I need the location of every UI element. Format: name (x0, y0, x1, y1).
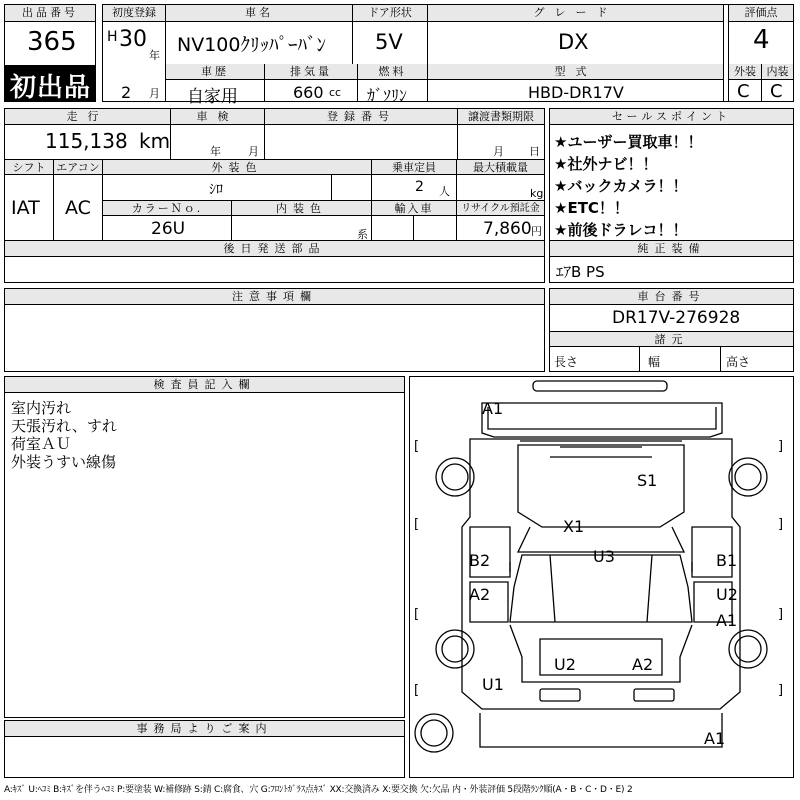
notes-box (4, 288, 545, 372)
damage-code: U2 (554, 655, 576, 674)
car-outline-svg (410, 377, 793, 777)
bracket-close: ] (778, 683, 784, 698)
door-label: ドア形状 (353, 5, 427, 22)
damage-code: U1 (482, 675, 504, 694)
damage-code: B1 (716, 551, 738, 570)
inspection-label: 車検 (171, 109, 264, 125)
sales-points-label: セールスポイント (550, 109, 793, 125)
later-parts-label: 後日発送部品 (5, 241, 544, 257)
grade-value: DX (558, 30, 589, 54)
chassis-box (549, 288, 794, 372)
damage-code: A1 (716, 611, 738, 630)
bracket-open: [ (414, 607, 420, 622)
score-label: 評価点 (729, 5, 793, 22)
lot-number-label: 出品番号 (5, 5, 95, 22)
ac-label: エアコン (54, 160, 102, 175)
mileage-value: 115,138 (45, 129, 128, 153)
sales-point-item: ★ユーザー買取車！！ (554, 133, 703, 151)
inspector-notes-box (4, 376, 405, 718)
sales-point-item: ★社外ナビ！！ (554, 155, 658, 173)
chassis-label: 車台番号 (550, 289, 793, 305)
damage-code: S1 (637, 471, 658, 490)
genuine-equipment-box (549, 241, 794, 283)
bracket-close: ] (778, 517, 784, 532)
damage-code: U3 (593, 547, 615, 566)
ext-grade-value: C (737, 81, 750, 102)
bracket-close: ] (778, 439, 784, 454)
year-unit: 年 (149, 49, 160, 62)
ac-value: AC (65, 197, 91, 219)
bracket-open: [ (414, 517, 420, 532)
shift-label: シフト (5, 160, 53, 175)
first-reg-label: 初度登録 (103, 5, 165, 22)
notes-label: 注意事項欄 (5, 289, 544, 305)
first-listing-text: 初出品 (10, 73, 92, 103)
bracket-open: [ (414, 683, 420, 698)
lot-number-value: 365 (27, 27, 77, 57)
header-table (102, 4, 794, 107)
width-label: 幅 (648, 355, 661, 369)
reg-month: 2 (121, 83, 132, 102)
transfer-day-unit: 日 (529, 145, 540, 158)
history-value: 自家用 (187, 87, 238, 107)
bracket-close: ] (778, 607, 784, 622)
transfer-month-unit: 月 (493, 145, 504, 158)
displacement-value: 660 (293, 83, 324, 102)
legend-text: A:ｷｽﾞ U:ﾍｺﾐ B:ｷｽﾞを伴うﾍｺﾐ P:要塗装 W:補修跡 S:錆 C:腐食、穴 G:ﾌﾛﾝﾄｶﾞﾗｽ点ｷｽﾞ XX:交換済み X:要交換 欠:欠品 内・外装評価 5段階ﾗﾝｸ順(A・B・C・D・E) 2 (4, 785, 633, 795)
car-name-label: 車名 (166, 5, 352, 22)
car-name-value: NV100ｸﾘｯﾊﾟｰﾊﾞﾝ (177, 34, 326, 56)
car-diagram (409, 376, 794, 778)
lot-number-box (4, 4, 96, 66)
damage-code: U2 (716, 585, 738, 604)
int-color-label: 内装色 (232, 201, 371, 216)
max-load-label: 最大積載量 (457, 160, 544, 175)
int-color-unit: 系 (357, 228, 368, 241)
inspector-note-line: 外装うすい線傷 (11, 453, 117, 471)
grade-label: グレード (428, 5, 723, 22)
damage-code: A2 (632, 655, 654, 674)
fuel-label: 燃料 (358, 64, 427, 80)
genuine-equipment-label: 純正装備 (550, 241, 793, 257)
model-value: HBD-DR17V (528, 83, 624, 102)
recycle-label: リサイクル預託金 (457, 201, 544, 216)
first-listing-badge (4, 66, 96, 102)
mileage-label: 走行 (5, 109, 170, 125)
office-label: 事務局よりご案内 (5, 721, 404, 737)
damage-code: A2 (469, 585, 491, 604)
damage-code: A1 (704, 729, 726, 748)
length-label: 長さ (554, 355, 579, 369)
mileage-unit: km (139, 129, 171, 153)
shift-value: IAT (11, 197, 40, 219)
sales-point-item: ★前後ドラレコ！！ (554, 221, 688, 239)
inspector-note-line: 室内汚れ (11, 399, 72, 417)
month-unit: 月 (149, 87, 160, 100)
sales-point-item: ★ETC！！ (554, 199, 629, 217)
recycle-value: 7,860 (483, 219, 532, 239)
inspection-year-unit: 年 (210, 145, 221, 158)
reg-no-label: 登録番号 (265, 109, 457, 125)
chassis-value: DR17V-276928 (612, 308, 741, 328)
genuine-equipment-value: ｴｱB PS (556, 263, 605, 281)
transfer-label: 譲渡書類期限 (458, 109, 544, 125)
ext-color-label: 外装色 (103, 160, 371, 175)
inspection-month-unit: 月 (248, 145, 259, 158)
height-label: 高さ (726, 355, 751, 369)
era-text: H (107, 29, 118, 45)
inspector-note-line: 荷室ＡＵ (11, 435, 72, 453)
later-parts-box (4, 241, 545, 283)
capacity-unit: 人 (439, 185, 450, 198)
inspector-note-line: 天張汚れ、すれ (11, 417, 117, 435)
color-no-value: 26U (151, 219, 186, 239)
fuel-value: ｶﾞｿﾘﾝ (367, 86, 408, 105)
inspector-notes-label: 検査員記入欄 (5, 377, 404, 393)
bracket-open: [ (414, 439, 420, 454)
history-label: 車歴 (166, 64, 264, 80)
door-value: 5V (375, 30, 403, 54)
damage-code: A1 (482, 399, 504, 418)
capacity-value: 2 (415, 179, 424, 195)
recycle-unit: 円 (531, 225, 542, 238)
sales-point-item: ★バックカメラ！！ (554, 177, 688, 195)
damage-code: B2 (469, 551, 491, 570)
displacement-unit: cc (329, 86, 342, 99)
capacity-label: 乗車定員 (372, 160, 456, 175)
ext-color-value: ｼﾛ (209, 182, 223, 198)
ext-grade-label: 外装 (729, 64, 761, 80)
int-grade-value: C (770, 81, 783, 102)
import-label: 輸入車 (372, 201, 456, 216)
sales-points-box (549, 108, 794, 241)
reg-year: 30 (119, 27, 147, 52)
office-box (4, 720, 405, 778)
int-grade-label: 内装 (762, 64, 793, 80)
dimensions-label: 諸元 (550, 332, 793, 347)
displacement-label: 排気量 (265, 64, 357, 80)
color-no-label: カラーＮｏ. (103, 201, 231, 216)
damage-code: X1 (563, 517, 585, 536)
max-load-unit: kg (530, 187, 544, 200)
score-value: 4 (753, 25, 770, 55)
model-label: 型式 (428, 64, 723, 80)
vehicle-info-table (4, 108, 545, 241)
